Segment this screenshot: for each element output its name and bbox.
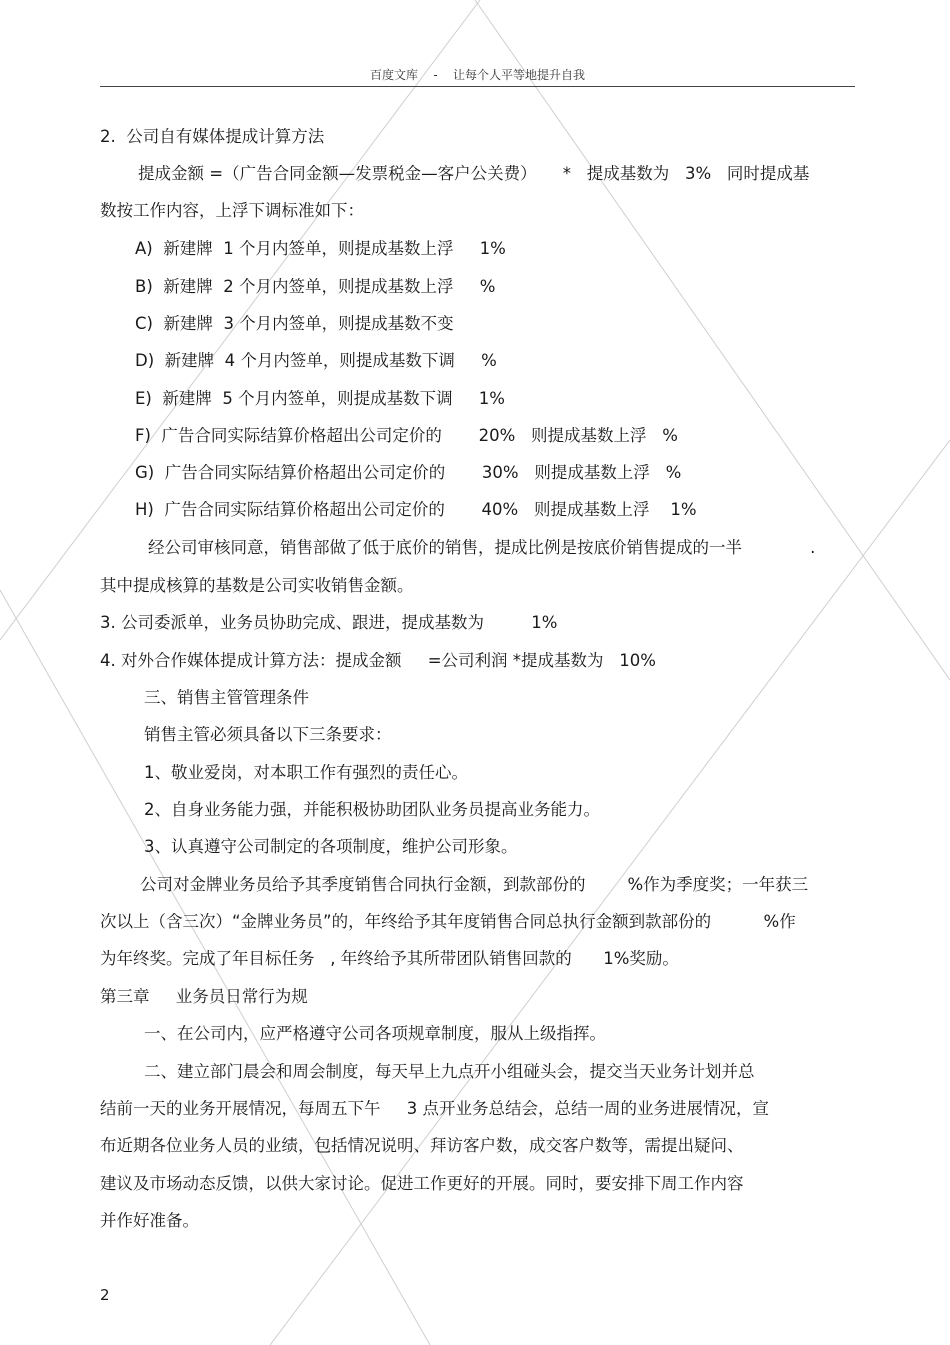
paragraph-line: 一、在公司内，应严格遵守公司各项规章制度，服从上级指挥。: [144, 1024, 606, 1043]
list-item: D) 新建牌 4 个月内签单，则提成基数下调 %: [135, 351, 497, 370]
paragraph-line: 3. 公司委派单，业务员协助完成、跟进，提成基数为 1%: [100, 613, 558, 632]
list-item: A) 新建牌 1 个月内签单，则提成基数上浮 1%: [135, 239, 506, 258]
list-item: 1、敬业爱岗，对本职工作有强烈的责任心。: [144, 763, 468, 782]
list-item: E) 新建牌 5 个月内签单，则提成基数下调 1%: [135, 389, 505, 408]
paragraph-line: 二、建立部门晨会和周会制度，每天早上九点开小组碰头会，提交当天业务计划并总: [144, 1062, 755, 1081]
list-item: B) 新建牌 2 个月内签单，则提成基数上浮 %: [135, 277, 496, 296]
paragraph-line: 布近期各位业务人员的业绩，包括情况说明、拜访客户数，成交客户数等，需提出疑问、: [100, 1136, 744, 1155]
header-separator: -: [433, 68, 438, 82]
paragraph-line: 4. 对外合作媒体提成计算方法：提成金额 =公司利润 *提成基数为 10%: [100, 651, 656, 670]
paragraph-line: 并作好准备。: [100, 1211, 199, 1230]
section-heading: 三、销售主管管理条件: [144, 688, 309, 707]
paragraph-line: 为年终奖。完成了年目标任务 , 年终给予其所带团队销售回款的 1%奖励。: [100, 949, 679, 968]
list-item: F) 广告合同实际结算价格超出公司定价的 20% 则提成基数上浮 %: [135, 426, 678, 445]
paragraph-line: 公司对金牌业务员给予其季度销售合同执行金额，到款部份的 %作为季度奖；一年获三: [140, 875, 809, 894]
list-item: 3、认真遵守公司制定的各项制度，维护公司形象。: [144, 837, 518, 856]
list-item: H) 广告合同实际结算价格超出公司定价的 40% 则提成基数上浮 1%: [135, 500, 697, 519]
list-item: C) 新建牌 3 个月内签单，则提成基数不变: [135, 314, 454, 333]
header-site: 百度文库: [370, 68, 419, 82]
paragraph-line: 提成金额 =（广告合同金额—发票税金—客户公关费） * 提成基数为 3% 同时提成基: [138, 164, 810, 183]
list-item: G) 广告合同实际结算价格超出公司定价的 30% 则提成基数上浮 %: [135, 463, 682, 482]
chapter-heading: 第三章 业务员日常行为规: [100, 987, 308, 1006]
page-number: 2: [100, 1286, 110, 1304]
header-divider: [100, 86, 855, 87]
paragraph-line: 次以上（含三次）“金牌业务员”的，年终给予其年度销售合同总执行金额到款部份的 %作: [100, 912, 796, 931]
paragraph-line: 结前一天的业务开展情况，每周五下午 3 点开业务总结会，总结一周的业务进展情况，宣: [100, 1099, 769, 1118]
paragraph-line: 数按工作内容，上浮下调标准如下：: [100, 201, 364, 220]
paragraph-line: 其中提成核算的基数是公司实收销售金额。: [100, 576, 414, 595]
paragraph-line: 销售主管必须具备以下三条要求：: [144, 725, 392, 744]
section-heading: 2. 公司自有媒体提成计算方法: [100, 127, 325, 146]
paragraph-line: 经公司审核同意，销售部做了低于底价的销售，提成比例是按底价销售提成的一半 .: [148, 538, 816, 557]
header-slogan: 让每个人平等地提升自我: [452, 68, 585, 82]
paragraph-line: 建议及市场动态反馈，以供大家讨论。促进工作更好的开展。同时，要安排下周工作内容: [100, 1174, 744, 1193]
page-header: [100, 66, 855, 83]
list-item: 2、自身业务能力强，并能积极协助团队业务员提高业务能力。: [144, 800, 600, 819]
